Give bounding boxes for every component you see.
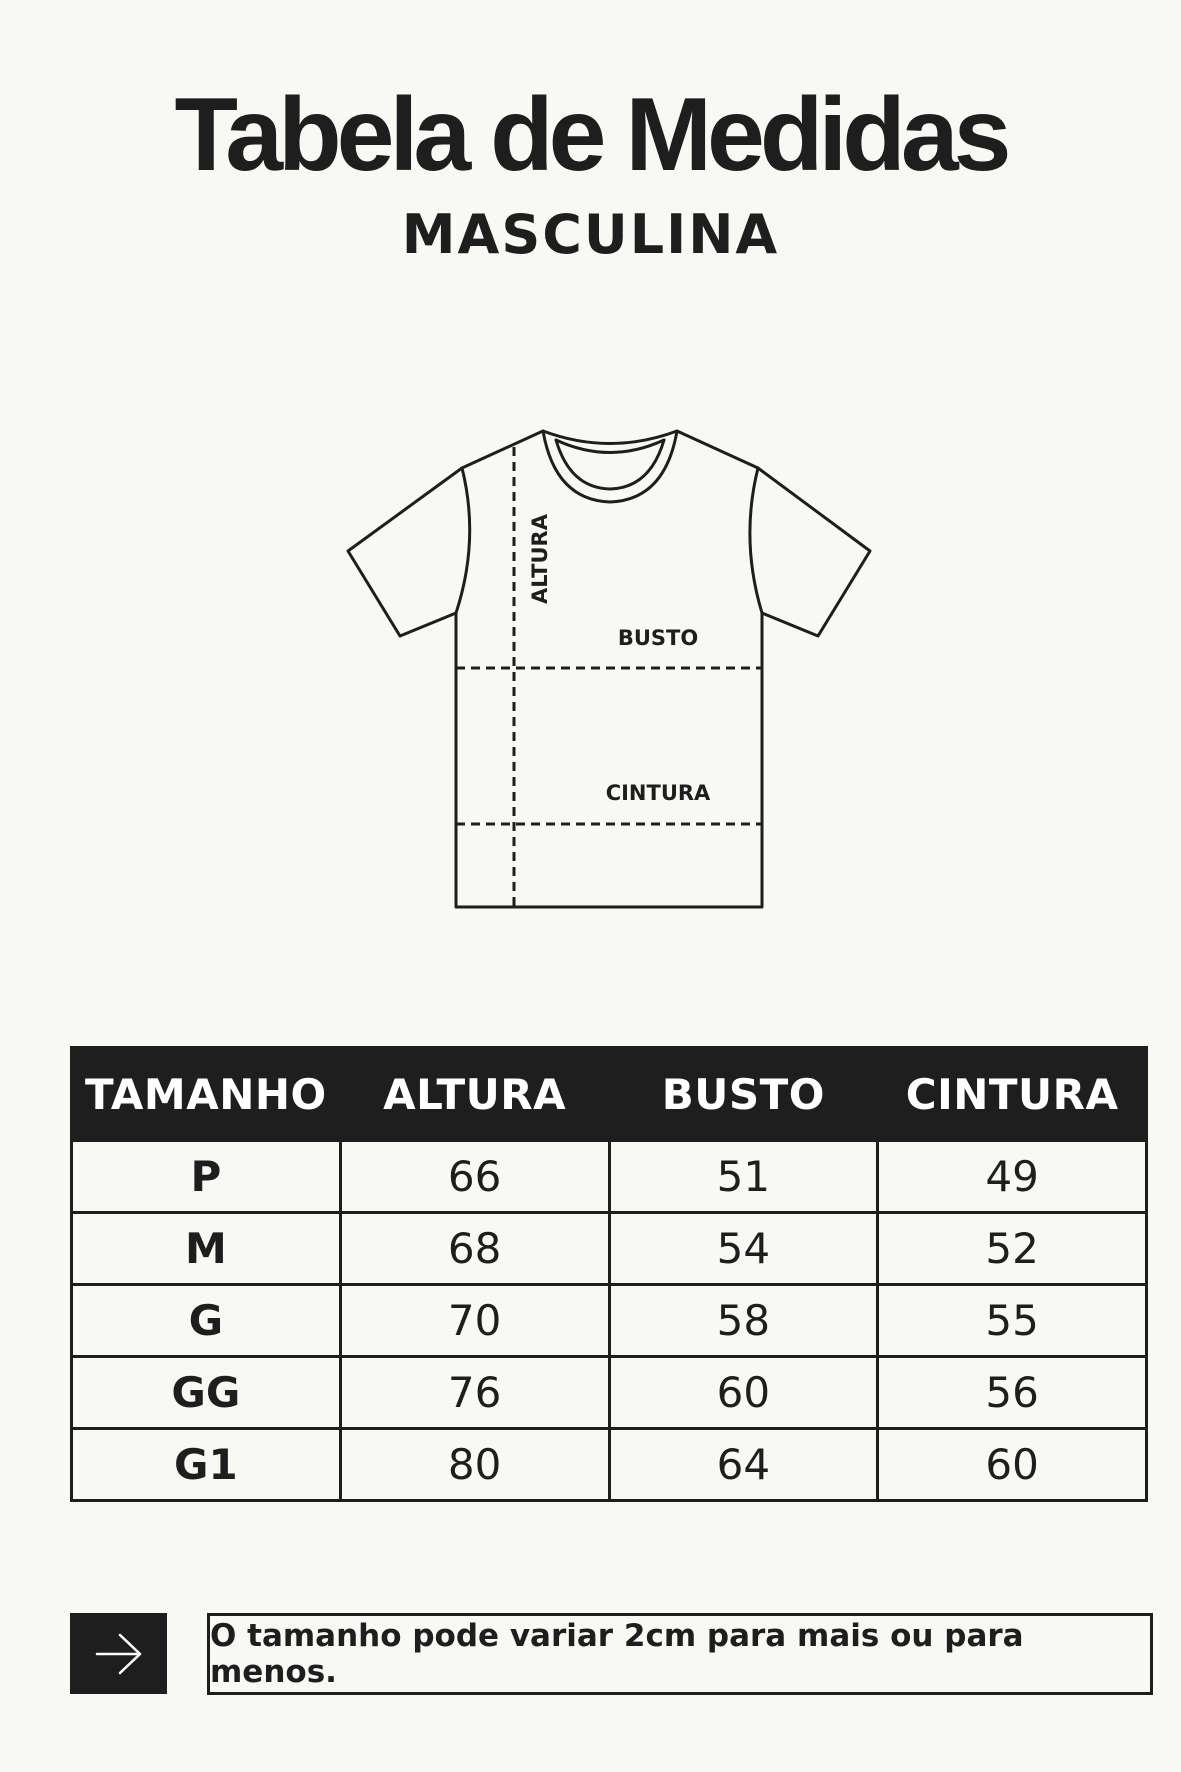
waist-cell: 56 bbox=[878, 1357, 1147, 1429]
column-header-chest: BUSTO bbox=[609, 1048, 878, 1141]
height-cell: 70 bbox=[340, 1285, 609, 1357]
chest-cell: 51 bbox=[609, 1141, 878, 1213]
tshirt-diagram bbox=[330, 410, 890, 920]
chest-cell: 60 bbox=[609, 1357, 878, 1429]
chest-cell: 54 bbox=[609, 1213, 878, 1285]
table-row bbox=[72, 1429, 1147, 1501]
table-header-row bbox=[72, 1048, 1147, 1141]
height-cell: 66 bbox=[340, 1141, 609, 1213]
table-row bbox=[72, 1285, 1147, 1357]
arrow-right-icon bbox=[94, 1632, 144, 1676]
size-cell: G1 bbox=[72, 1429, 341, 1501]
column-header-height: ALTURA bbox=[340, 1048, 609, 1141]
waist-cell: 55 bbox=[878, 1285, 1147, 1357]
height-cell: 68 bbox=[340, 1213, 609, 1285]
tshirt-outline bbox=[456, 613, 762, 907]
table-row bbox=[72, 1213, 1147, 1285]
chest-cell: 58 bbox=[609, 1285, 878, 1357]
note-text: O tamanho pode variar 2cm para mais ou para menos. bbox=[210, 1618, 1024, 1690]
waist-cell: 52 bbox=[878, 1213, 1147, 1285]
size-cell: M bbox=[72, 1213, 341, 1285]
height-label: ALTURA bbox=[528, 514, 552, 604]
size-variation-note bbox=[207, 1613, 1153, 1695]
chest-label: BUSTO bbox=[617, 626, 699, 650]
table-row bbox=[72, 1357, 1147, 1429]
waist-cell: 60 bbox=[878, 1429, 1147, 1501]
chest-cell: 64 bbox=[609, 1429, 878, 1501]
size-cell: G bbox=[72, 1285, 341, 1357]
page-title: Tabela de Medidas bbox=[174, 77, 1007, 193]
size-table bbox=[70, 1046, 1148, 1502]
table-row bbox=[72, 1141, 1147, 1213]
waist-label: CINTURA bbox=[605, 781, 711, 805]
note-arrow-box bbox=[70, 1613, 167, 1694]
size-cell: GG bbox=[72, 1357, 341, 1429]
page-subtitle: MASCULINA bbox=[401, 203, 780, 266]
height-cell: 76 bbox=[340, 1357, 609, 1429]
waist-cell: 49 bbox=[878, 1141, 1147, 1213]
column-header-size: TAMANHO bbox=[72, 1048, 341, 1141]
size-cell: P bbox=[72, 1141, 341, 1213]
height-cell: 80 bbox=[340, 1429, 609, 1501]
column-header-waist: CINTURA bbox=[878, 1048, 1147, 1141]
